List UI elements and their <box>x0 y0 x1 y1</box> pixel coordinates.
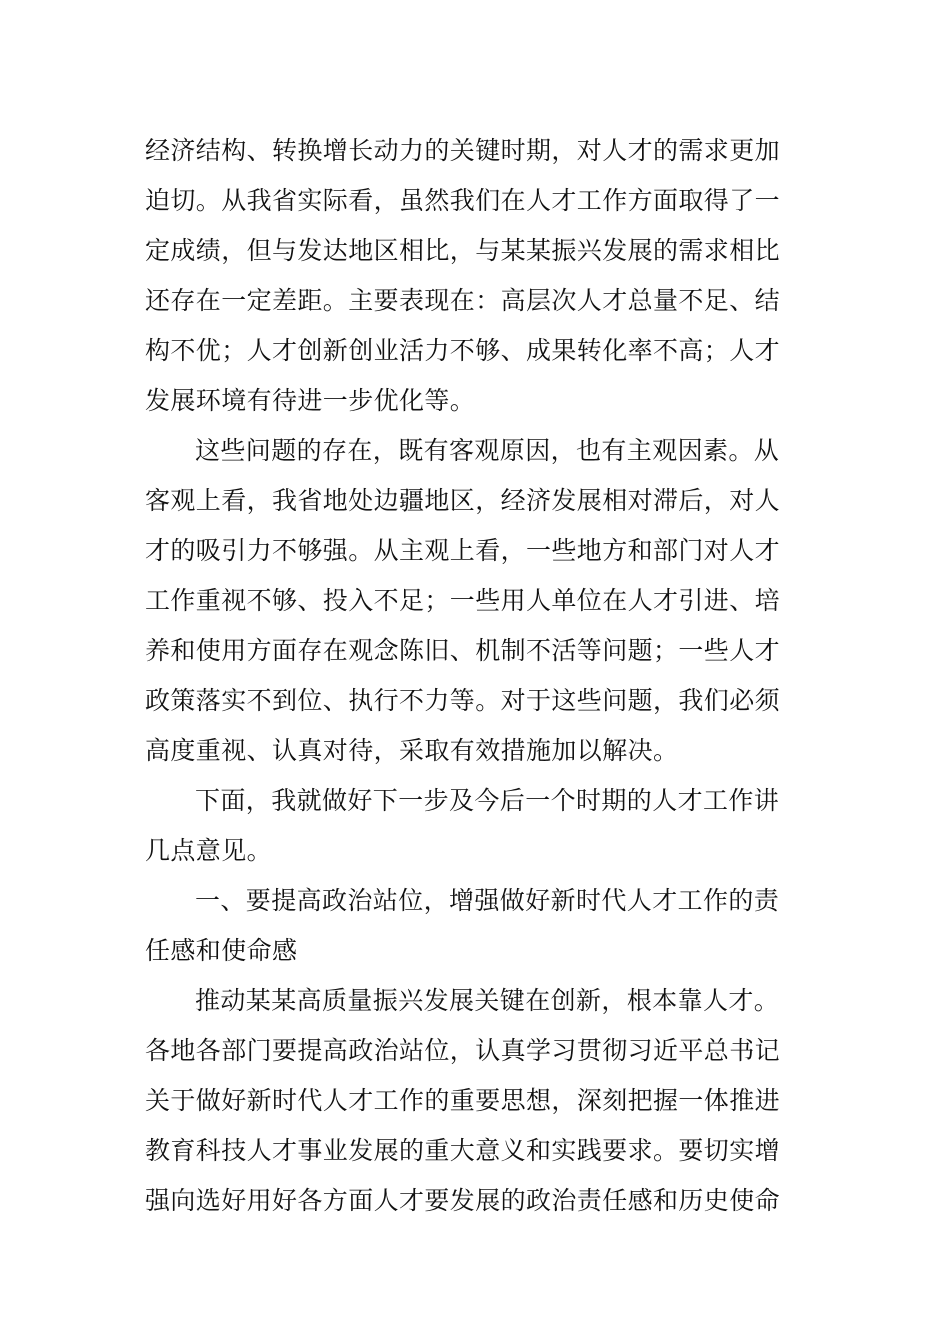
paragraph-line: 关于做好新时代人才工作的重要思想，深刻把握一体推进 <box>145 1086 781 1115</box>
paragraph-line: 客观上看，我省地处边疆地区，经济发展相对滞后，对人 <box>145 486 781 515</box>
section-heading-line: 任感和使命感 <box>145 936 298 965</box>
paragraph-first-line: 这些问题的存在，既有客观原因，也有主观因素。从 <box>195 436 780 465</box>
document-body <box>145 126 815 1226</box>
paragraph-line: 定成绩，但与发达地区相比，与某某振兴发展的需求相比 <box>145 236 781 265</box>
paragraph-line: 才的吸引力不够强。从主观上看，一些地方和部门对人才 <box>145 536 781 565</box>
paragraph-line: 高度重视、认真对待，采取有效措施加以解决。 <box>145 736 679 765</box>
paragraph-first-line: 推动某某高质量振兴发展关键在创新，根本靠人才。 <box>195 986 780 1015</box>
paragraph-line: 政策落实不到位、执行不力等。对于这些问题，我们必须 <box>145 686 781 715</box>
paragraph-first-line: 下面，我就做好下一步及今后一个时期的人才工作讲 <box>195 786 780 815</box>
paragraph-line: 构不优；人才创新创业活力不够、成果转化率不高；人才 <box>145 336 781 365</box>
paragraph-line: 各地各部门要提高政治站位，认真学习贯彻习近平总书记 <box>145 1036 781 1065</box>
paragraph-line: 养和使用方面存在观念陈旧、机制不活等问题；一些人才 <box>145 636 781 665</box>
paragraph-line: 教育科技人才事业发展的重大意义和实践要求。要切实增 <box>145 1136 781 1165</box>
paragraph-line: 发展环境有待进一步优化等。 <box>145 386 476 415</box>
paragraph-line: 迫切。从我省实际看，虽然我们在人才工作方面取得了一 <box>145 186 781 215</box>
section-heading-line: 一、要提高政治站位，增强做好新时代人才工作的责 <box>195 886 780 915</box>
paragraph-line: 还存在一定差距。主要表现在：高层次人才总量不足、结 <box>145 286 781 315</box>
paragraph-line: 工作重视不够、投入不足；一些用人单位在人才引进、培 <box>145 586 781 615</box>
paragraph-line: 几点意见。 <box>145 836 273 865</box>
paragraph-line: 经济结构、转换增长动力的关键时期，对人才的需求更加 <box>145 136 781 165</box>
paragraph-line: 强向选好用好各方面人才要发展的政治责任感和历史使命 <box>145 1186 781 1215</box>
